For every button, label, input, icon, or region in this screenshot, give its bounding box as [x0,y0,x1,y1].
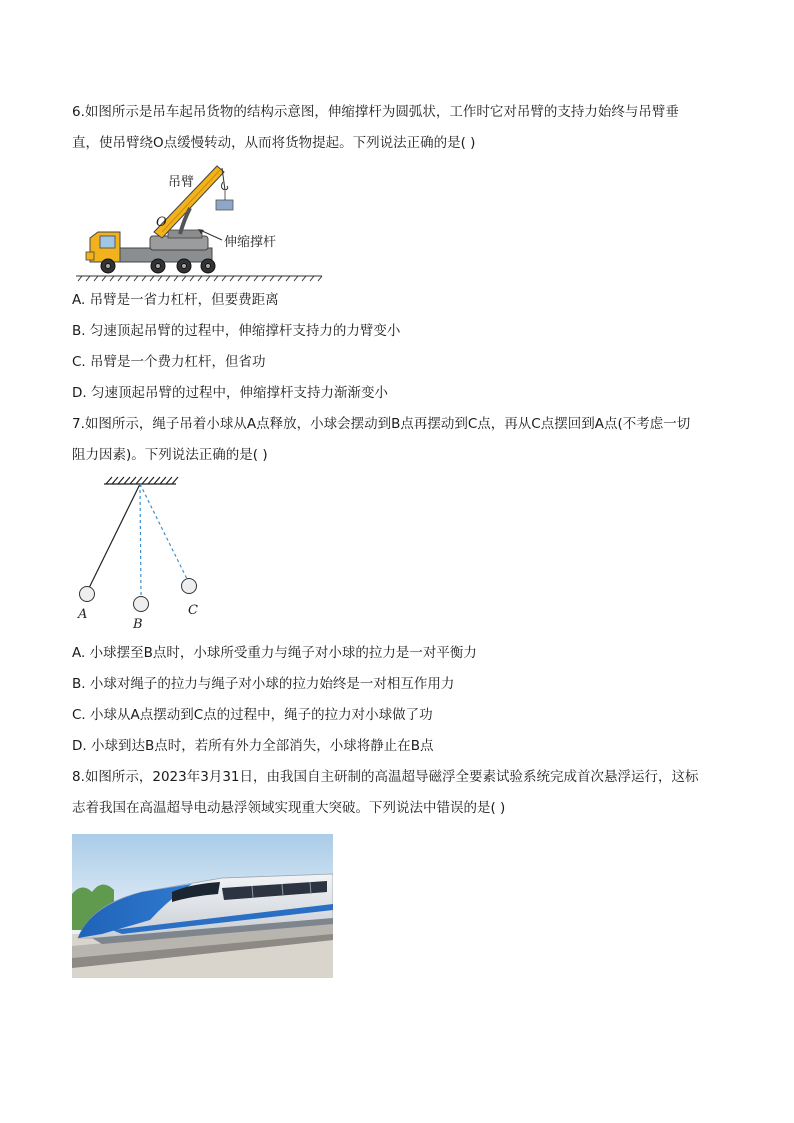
crane-figure [72,160,332,282]
front-bumper [86,252,94,260]
string-c [140,484,187,579]
q7-stem-line2: 阻力因素)。下列说法正确的是( ) [72,447,268,463]
q6-stem-line1: 6.如图所示是吊车起吊货物的结构示意图，伸缩撑杆为圆弧状，工作时它对吊臂的支持力始终与吊臂垂 [72,104,679,120]
turret-top [168,230,202,238]
label-b: B [133,617,143,632]
q6-option-d: D. 匀速顶起吊臂的过程中，伸缩撑杆支持力渐渐变小 [72,385,388,401]
label-a: A [78,607,88,622]
q8-stem-line2: 志着我国在高温超导电动悬浮领域实现重大突破。下列说法中错误的是( ) [72,800,506,816]
q7-option-a: A. 小球摆至B点时，小球所受重力与绳子对小球的拉力是一对平衡力 [72,645,477,661]
label-arm: 吊臂 [168,175,195,190]
maglev-train-photo [72,834,333,978]
label-pivot: O [156,215,167,230]
cab-window [100,236,115,248]
label-rod: 伸缩撑杆 [224,235,277,250]
q6-stem-line2: 直，使吊臂绕O点缓慢转动，从而将货物提起。下列说法正确的是( ) [72,135,476,151]
cargo [216,200,233,210]
q6-option-c: C. 吊臂是一个费力杠杆，但省功 [72,354,266,370]
pendulum-figure [72,474,212,634]
q6-option-a: A. 吊臂是一省力杠杆，但要费距离 [72,292,279,308]
q7-option-d: D. 小球到达B点时，若所有外力全部消失，小球将静止在B点 [72,738,434,754]
string-a [89,484,140,588]
label-c: C [188,603,198,618]
q7-stem-line1: 7.如图所示，绳子吊着小球从A点释放，小球会摆动到B点再摆动到C点，再从C点摆回到A点(不考虑一切 [72,416,691,432]
q7-option-c: C. 小球从A点摆动到C点的过程中，绳子的拉力对小球做了功 [72,707,433,723]
q7-option-b: B. 小球对绳子的拉力与绳子对小球的拉力始终是一对相互作用力 [72,676,455,692]
ceiling-hatching [104,477,178,484]
string-b [140,484,141,596]
q6-option-b: B. 匀速顶起吊臂的过程中，伸缩撑杆支持力的力臂变小 [72,323,401,339]
ball-c [182,579,197,594]
q8-stem-line1: 8.如图所示，2023年3月31日，由我国自主研制的高温超导磁浮全要素试验系统完成首次悬浮运行，这标 [72,769,699,785]
ball-a [80,587,95,602]
ball-b [134,597,149,612]
ground-hatching [76,276,322,281]
